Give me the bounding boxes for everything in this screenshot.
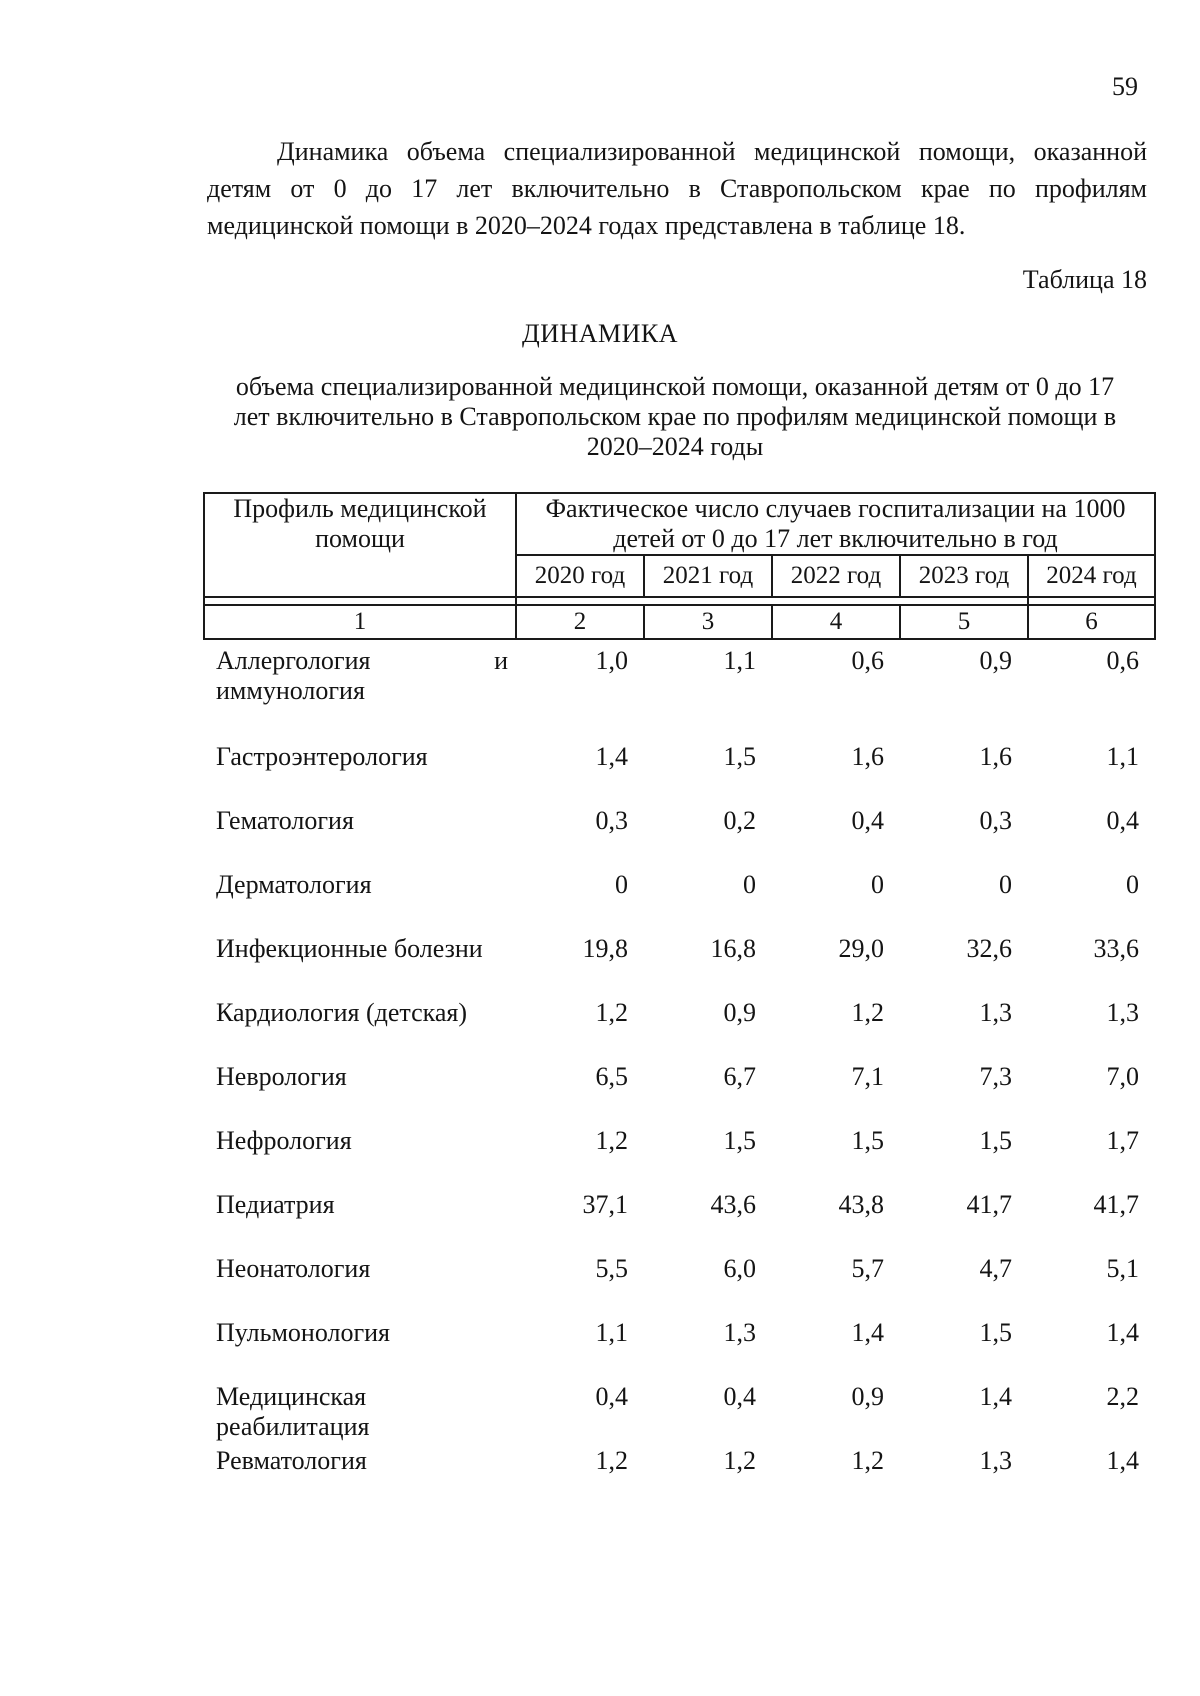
- row-value-cell: 0,4: [1106, 806, 1139, 835]
- row-value-cell: 7,3: [979, 1062, 1012, 1091]
- row-value-cell: 1,0: [595, 646, 628, 675]
- row-profile-label: Педиатрия: [216, 1190, 335, 1219]
- row-value-cell: 1,7: [1106, 1126, 1139, 1155]
- column-number: 3: [644, 605, 772, 639]
- row-profile-label: Дерматология: [216, 870, 372, 899]
- row-profile-label: Нефрология: [216, 1126, 352, 1155]
- row-profile-label: Неврология: [216, 1062, 347, 1091]
- row-value-cell: 6,5: [595, 1062, 628, 1091]
- table-row: [204, 1250, 1155, 1314]
- row-value-cell: 1,5: [979, 1318, 1012, 1347]
- row-value-cell: 1,6: [979, 742, 1012, 771]
- row-value-cell: 16,8: [710, 934, 756, 963]
- intro-paragraph: Динамика объема специализированной медицинской помощи, оказанной детям от 0 до 17 лет включительно в Ставропольском крае по профилям медицинской помощи в 2020–2024 годах представлена в таблице 18.: [207, 137, 1147, 240]
- row-value-cell: 5,1: [1106, 1254, 1139, 1283]
- column-number: 2: [516, 605, 644, 639]
- row-value-cell: 1,4: [1106, 1318, 1139, 1347]
- column-number-row: [204, 605, 1155, 639]
- row-value-cell: 1,1: [1106, 742, 1139, 771]
- row-value-cell: 0,6: [851, 646, 884, 675]
- row-profile-label: Аллергология и иммунология: [216, 646, 508, 705]
- row-value-cell: 1,5: [723, 742, 756, 771]
- row-value-cell: 1,3: [1106, 998, 1139, 1027]
- table-row: [204, 866, 1155, 930]
- row-value-cell: 43,6: [710, 1190, 756, 1219]
- row-value-cell: 43,8: [838, 1190, 884, 1219]
- row-value-cell: 0: [615, 870, 628, 899]
- row-value-cell: 1,4: [851, 1318, 884, 1347]
- row-profile-label: Инфекционные болезни: [216, 934, 483, 963]
- row-value-cell: 0,4: [595, 1382, 628, 1411]
- row-value-cell: 1,5: [851, 1126, 884, 1155]
- row-value-cell: 1,6: [851, 742, 884, 771]
- table-row: [204, 738, 1155, 802]
- row-value-cell: 1,4: [979, 1382, 1012, 1411]
- header-spacer: [204, 597, 1155, 605]
- row-value-cell: 0,4: [851, 806, 884, 835]
- row-value-cell: 0: [871, 870, 884, 899]
- row-value-cell: 4,7: [979, 1254, 1012, 1283]
- row-value-cell: 0: [999, 870, 1012, 899]
- table-row: [204, 930, 1155, 994]
- row-value-cell: 1,5: [723, 1126, 756, 1155]
- table-row: [204, 1058, 1155, 1122]
- row-value-cell: 0,9: [723, 998, 756, 1027]
- row-value-cell: 1,2: [595, 1446, 628, 1475]
- row-profile-label: Кардиология (детская): [216, 998, 468, 1027]
- column-number: 6: [1028, 605, 1155, 639]
- row-value-cell: 1,3: [979, 998, 1012, 1027]
- row-value-cell: 6,7: [723, 1062, 756, 1091]
- row-value-cell: 33,6: [1093, 934, 1139, 963]
- header-year: 2024 год: [1028, 555, 1155, 597]
- column-number: 4: [772, 605, 900, 639]
- row-value-cell: 7,1: [851, 1062, 884, 1091]
- row-value-cell: 0,9: [851, 1382, 884, 1411]
- table-body: [204, 639, 1155, 1506]
- column-number: 1: [204, 605, 516, 639]
- row-value-cell: 41,7: [1093, 1190, 1139, 1219]
- table-subheading: объема специализированной медицинской помощи, оказанной детям от 0 до 17 лет включительно в Ставропольском крае по профилям медицинской помощи в 2020–2024 годы: [233, 372, 1117, 461]
- row-value-cell: 1,3: [979, 1446, 1012, 1475]
- row-value-cell: 37,1: [582, 1190, 628, 1219]
- row-value-cell: 1,1: [723, 646, 756, 675]
- row-value-cell: 1,2: [595, 1126, 628, 1155]
- row-value-cell: 0,6: [1106, 646, 1139, 675]
- row-profile-label: Пульмонология: [216, 1318, 391, 1347]
- row-value-cell: 1,3: [723, 1318, 756, 1347]
- row-value-cell: 0,2: [723, 806, 756, 835]
- row-profile-label: Ревматология: [216, 1446, 367, 1475]
- page-number: 59: [1112, 72, 1138, 101]
- header-profile: Профиль медицинской помощи: [204, 493, 516, 597]
- row-value-cell: 1,4: [1106, 1446, 1139, 1475]
- column-number-section: [204, 597, 1155, 639]
- row-value-cell: 0,3: [979, 806, 1012, 835]
- row-value-cell: 0: [1126, 870, 1139, 899]
- row-value-cell: 1,2: [851, 998, 884, 1027]
- row-profile-label: Гастроэнтерология: [216, 742, 428, 771]
- table-row: [204, 1314, 1155, 1378]
- table-row: [204, 994, 1155, 1058]
- header-year: 2020 год: [516, 555, 644, 597]
- row-value-cell: 6,0: [723, 1254, 756, 1283]
- table-row: [204, 1122, 1155, 1186]
- row-value-cell: 29,0: [838, 934, 884, 963]
- table-number: Таблица 18: [1022, 265, 1147, 294]
- table-row: [204, 1378, 1155, 1442]
- data-table: [203, 492, 1156, 1506]
- row-value-cell: 0,3: [595, 806, 628, 835]
- row-profile-label: Гематология: [216, 806, 354, 835]
- table-header: [204, 493, 1155, 597]
- row-value-cell: 5,5: [595, 1254, 628, 1283]
- table-row: [204, 1442, 1155, 1506]
- row-value-cell: 2,2: [1106, 1382, 1139, 1411]
- table-row: [204, 802, 1155, 866]
- table-row: [204, 1186, 1155, 1250]
- row-value-cell: 19,8: [582, 934, 628, 963]
- row-value-cell: 1,1: [595, 1318, 628, 1347]
- row-value-cell: 0,4: [723, 1382, 756, 1411]
- row-value-cell: 0,9: [979, 646, 1012, 675]
- header-hospitalization-rate: Фактическое число случаев госпитализации на 1000 детей от 0 до 17 лет включительно в год: [516, 493, 1155, 555]
- row-value-cell: 0: [743, 870, 756, 899]
- row-profile-label: Неонатология: [216, 1254, 371, 1283]
- header-year: 2022 год: [772, 555, 900, 597]
- row-value-cell: 1,4: [595, 742, 628, 771]
- column-number: 5: [900, 605, 1028, 639]
- row-value-cell: 41,7: [966, 1190, 1012, 1219]
- row-value-cell: 5,7: [851, 1254, 884, 1283]
- row-value-cell: 1,5: [979, 1126, 1012, 1155]
- table-heading: ДИНАМИКА: [521, 319, 679, 348]
- header-year: 2021 год: [644, 555, 772, 597]
- table-row: [204, 639, 1155, 738]
- row-value-cell: 1,2: [595, 998, 628, 1027]
- row-value-cell: 1,2: [723, 1446, 756, 1475]
- row-value-cell: 7,0: [1106, 1062, 1139, 1091]
- header-year: 2023 год: [900, 555, 1028, 597]
- row-value-cell: 32,6: [966, 934, 1012, 963]
- row-profile-label: Медицинская реабилитация: [216, 1382, 370, 1441]
- row-value-cell: 1,2: [851, 1446, 884, 1475]
